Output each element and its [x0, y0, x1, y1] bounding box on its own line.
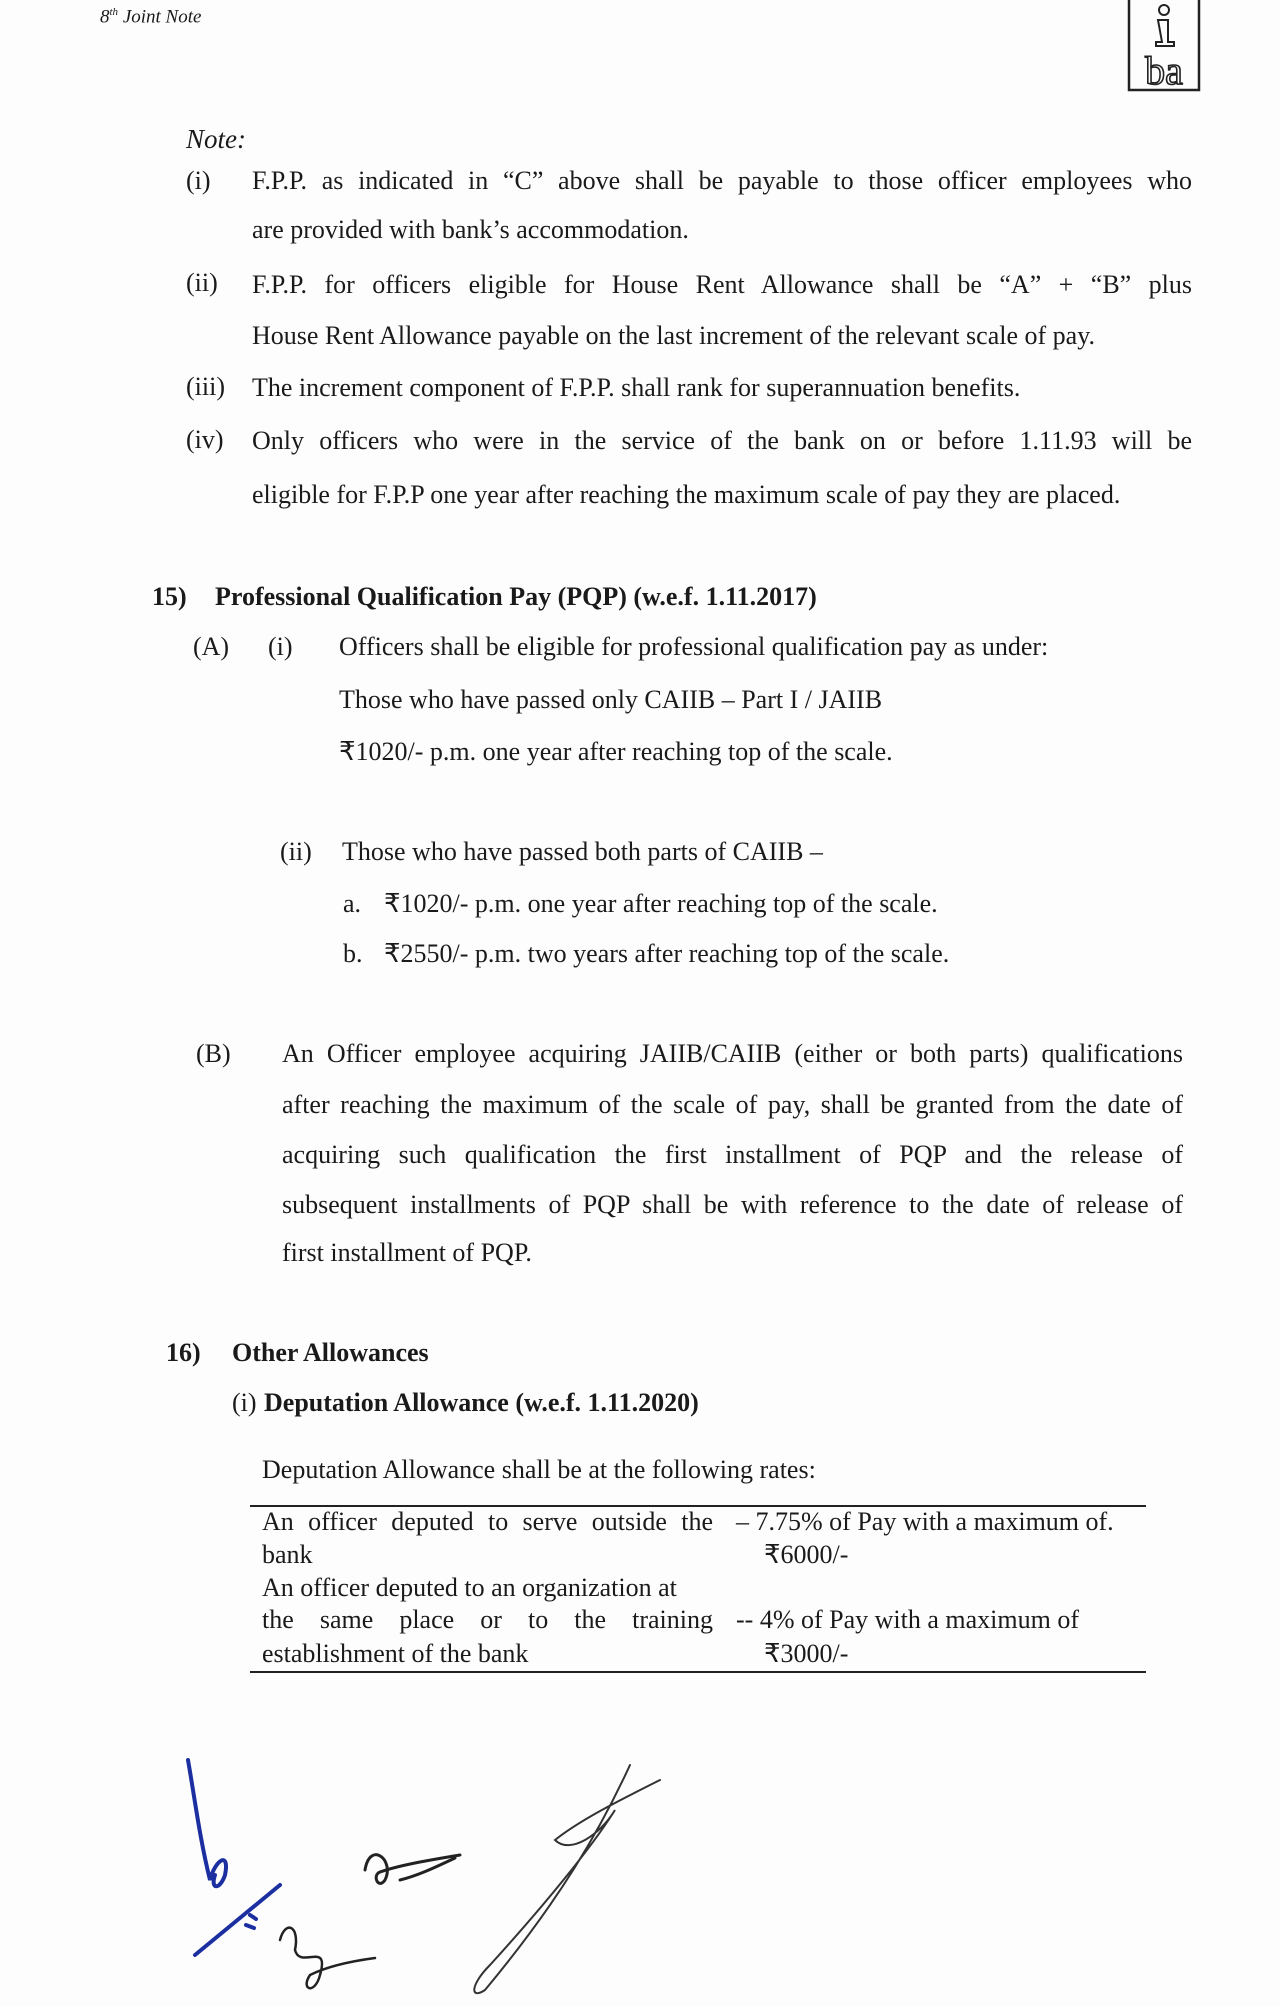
- note-text-iv-1: Only officers who were in the service of the bank on or before 1.11.93 will be: [252, 426, 1192, 455]
- note-label-iv: (iv): [186, 425, 224, 454]
- note-text-ii-1: F.P.P. for officers eligible for House Rent Allowance shall be “A” + “B” plus: [252, 270, 1192, 299]
- s15-a-i-line-2: Those who have passed only CAIIB – Part I / JAIIB: [339, 685, 883, 714]
- s15-b-label: (B): [196, 1039, 231, 1068]
- s15-b-line-1: An Officer employee acquiring JAIIB/CAIIB (either or both parts) qualifications: [282, 1039, 1183, 1068]
- signature-2: [365, 1855, 460, 1884]
- doc-title: Joint Note: [122, 6, 202, 28]
- note-label-iii: (iii): [186, 372, 225, 401]
- doc-number-suffix: th: [109, 6, 119, 18]
- section-15-number: 15): [152, 582, 187, 611]
- row2-desc-2: the same place or to the training: [262, 1605, 713, 1634]
- row2-rate-2: ₹3000/-: [764, 1639, 849, 1668]
- note-label-i: (i): [186, 166, 211, 195]
- signature-4: [474, 1765, 660, 1993]
- table-bottom-rule: [250, 1671, 1146, 1673]
- doc-number: 8: [100, 6, 110, 28]
- s15-a-label: (A): [193, 632, 230, 661]
- signature-3: [280, 1928, 375, 1989]
- note-text-ii-2: House Rent Allowance payable on the last increment of the relevant scale of pay.: [252, 321, 1096, 350]
- iba-logo: [1126, 0, 1202, 95]
- note-text-iv-2: eligible for F.P.P one year after reaching the maximum scale of pay they are placed.: [252, 480, 1121, 509]
- row1-desc-1: An officer deputed to serve outside the: [262, 1507, 713, 1536]
- signatures: [0, 1740, 1280, 2006]
- row2-desc-1: An officer deputed to an organization at: [262, 1573, 677, 1602]
- section-16-number: 16): [166, 1338, 201, 1367]
- s15-b-line-3: acquiring such qualification the first installment of PQP and the release of: [282, 1140, 1183, 1169]
- s15-b-line-2: after reaching the maximum of the scale of pay, shall be granted from the date of: [282, 1090, 1183, 1119]
- section-16-title: Other Allowances: [232, 1338, 429, 1367]
- doc-header: [100, 6, 201, 28]
- s15-a-ii-b-label: b.: [343, 939, 363, 968]
- note-text-i-1: F.P.P. as indicated in “C” above shall be payable to those officer employees who: [252, 166, 1192, 195]
- row1-desc-2: bank: [262, 1540, 313, 1569]
- s15-a-i-label: (i): [268, 632, 293, 661]
- s15-a-i-line-1: Officers shall be eligible for professional qualification pay as under:: [339, 632, 1049, 661]
- row2-rate-1: -- 4% of Pay with a maximum of: [736, 1605, 1079, 1634]
- note-text-i-2: are provided with bank’s accommodation.: [252, 215, 689, 244]
- s15-a-i-line-3: ₹1020/- p.m. one year after reaching top of the scale.: [339, 737, 893, 766]
- note-label-ii: (ii): [186, 268, 218, 297]
- row2-desc-3: establishment of the bank: [262, 1639, 529, 1668]
- row1-rate-2: ₹6000/-: [764, 1540, 849, 1569]
- note-heading: Note:: [186, 124, 246, 154]
- s15-a-ii-a-text: ₹1020/- p.m. one year after reaching top of the scale.: [384, 889, 938, 918]
- s15-a-ii-a-label: a.: [343, 889, 362, 918]
- s15-b-line-4: subsequent installments of PQP shall be with reference to the date of release of: [282, 1190, 1183, 1219]
- s15-a-ii-text: Those who have passed both parts of CAIIB –: [342, 837, 823, 866]
- s15-a-ii-label: (ii): [280, 837, 312, 866]
- s15-b-line-5: first installment of PQP.: [282, 1238, 532, 1267]
- signature-1-stroke: [195, 1885, 280, 1955]
- deputation-intro: Deputation Allowance shall be at the following rates:: [262, 1455, 816, 1484]
- note-text-iii: The increment component of F.P.P. shall rank for superannuation benefits.: [252, 373, 1021, 402]
- s15-a-ii-b-text: ₹2550/- p.m. two years after reaching top of the scale.: [384, 939, 950, 968]
- s16-sub-title: Deputation Allowance (w.e.f. 1.11.2020): [264, 1388, 699, 1417]
- s16-sub-label: (i): [232, 1388, 257, 1417]
- svg-text:ba: ba: [1145, 48, 1183, 93]
- section-15-title: Professional Qualification Pay (PQP) (w.e.f. 1.11.2017): [215, 582, 817, 611]
- signature-1: [188, 1760, 226, 1886]
- row1-rate-1: – 7.75% of Pay with a maximum of.: [736, 1507, 1114, 1536]
